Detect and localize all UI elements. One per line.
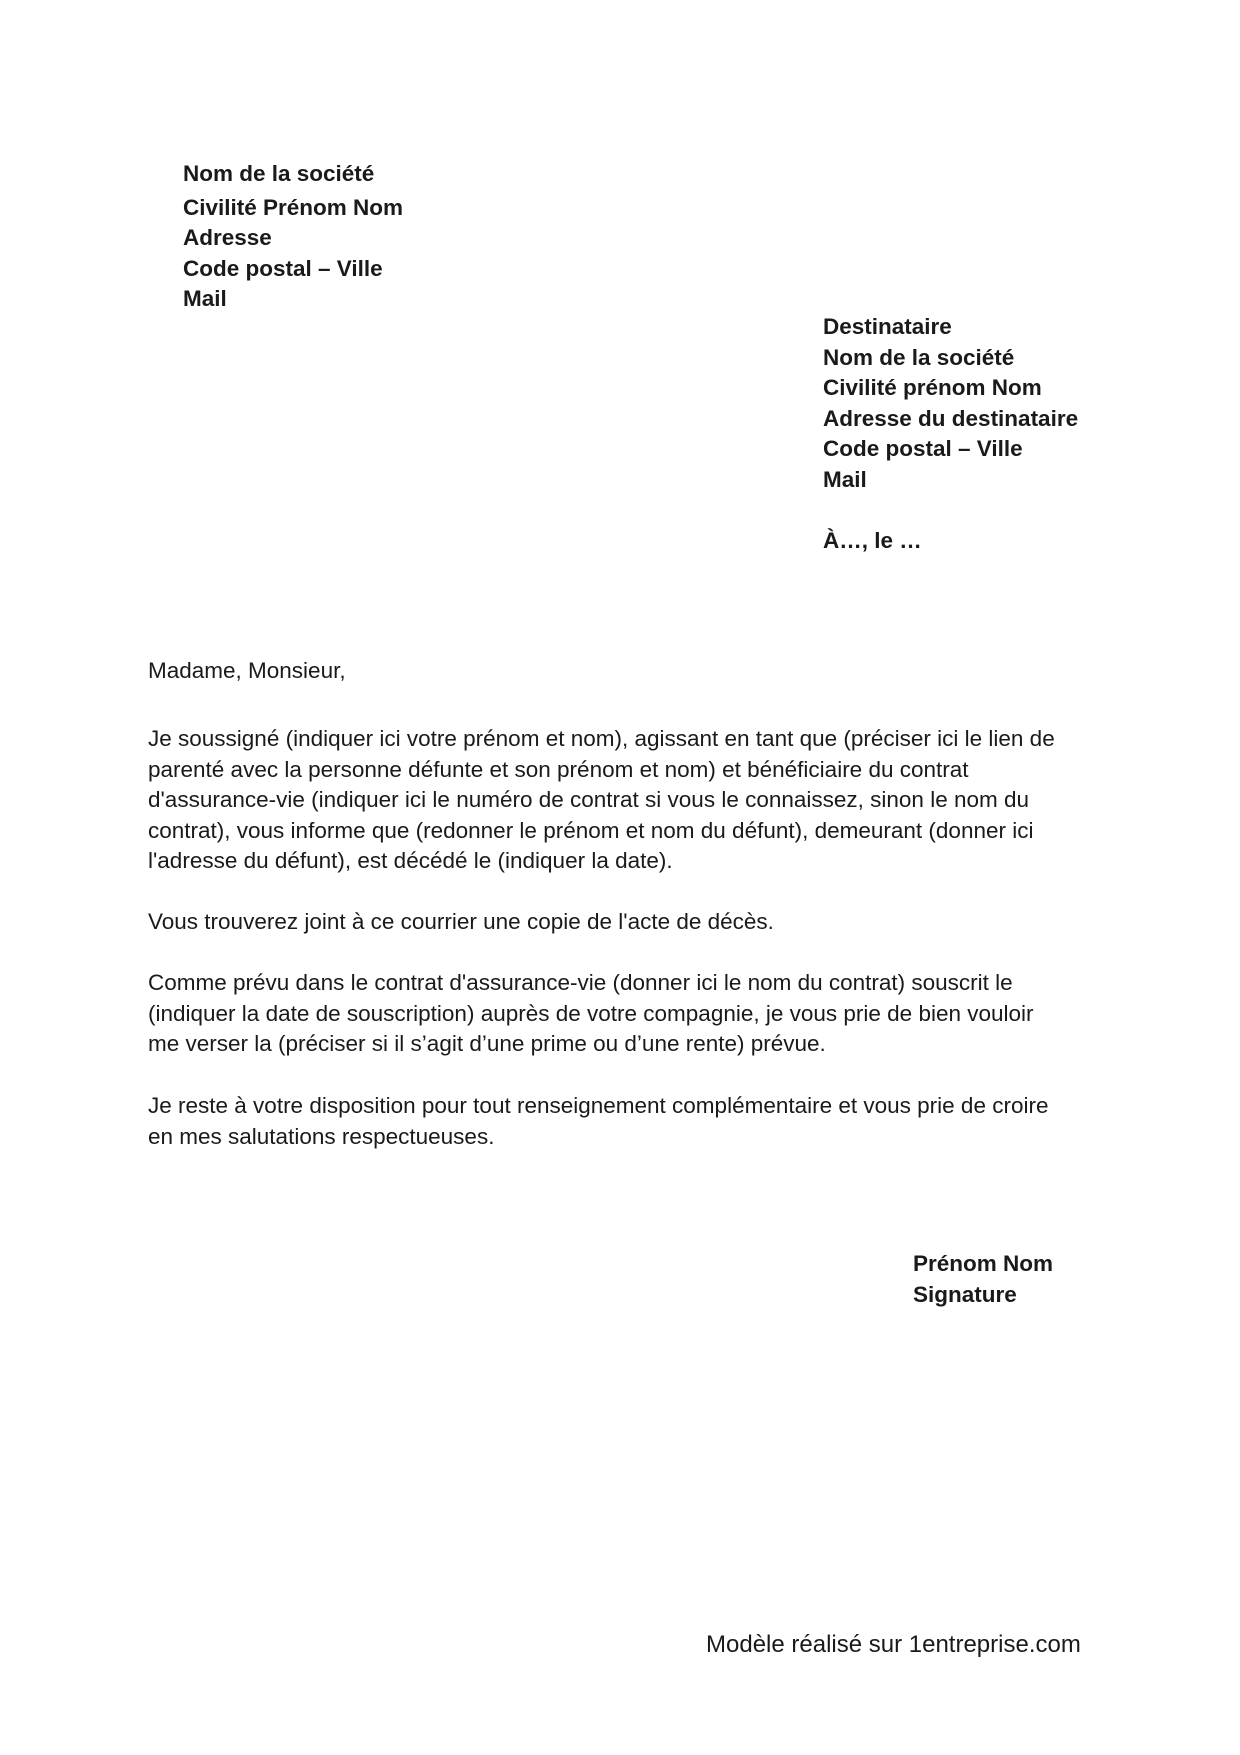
paragraph-line: contrat), vous informe que (redonner le prénom et nom du défunt), demeurant (donner ici xyxy=(148,817,1034,843)
paragraph-4 xyxy=(148,1091,1088,1152)
signature-block xyxy=(913,1249,1053,1310)
sender-mail: Mail xyxy=(183,286,227,311)
paragraph-line: (indiquer la date de souscription) auprès de votre compagnie, je vous prie de bien vouloir xyxy=(148,1000,1034,1026)
paragraph-line: d'assurance-vie (indiquer ici le numéro de contrat si vous le connaissez, sinon le nom du xyxy=(148,787,1030,812)
paragraph-line: Je reste à votre disposition pour tout renseignement complémentaire et vous prie de croire xyxy=(148,1093,1049,1118)
paragraph-line: Vous trouverez joint à ce courrier une copie de l'acte de décès. xyxy=(148,909,774,934)
recipient-name: Civilité prénom Nom xyxy=(823,375,1042,400)
sender-city: Code postal – Ville xyxy=(183,255,383,281)
recipient-label: Destinataire xyxy=(823,314,952,339)
paragraph-line: Comme prévu dans le contrat d'assurance-vie (donner ici le nom du contrat) souscrit le xyxy=(148,970,1013,995)
recipient-address: Adresse du destinataire xyxy=(823,405,1079,431)
letter-date: À…, le … xyxy=(823,528,922,553)
paragraph-line: en mes salutations respectueuses. xyxy=(148,1123,495,1149)
recipient-block xyxy=(823,312,1078,557)
paragraph-2 xyxy=(148,907,1088,938)
signature-label: Signature xyxy=(913,1281,1017,1307)
paragraph-3 xyxy=(148,968,1088,1060)
recipient-mail: Mail xyxy=(823,466,867,492)
sender-name: Civilité Prénom Nom xyxy=(183,194,404,220)
sender-company: Nom de la société xyxy=(183,161,375,186)
paragraph-1 xyxy=(148,724,1088,877)
paragraph-line: Je soussigné (indiquer ici votre prénom et nom), agissant en tant que (préciser ici le lien de xyxy=(148,726,1055,751)
footer-credit: Modèle réalisé sur 1entreprise.com xyxy=(706,1631,1081,1658)
sender-address: Adresse xyxy=(183,225,272,250)
recipient-company: Nom de la société xyxy=(823,344,1015,370)
recipient-city: Code postal – Ville xyxy=(823,436,1023,461)
signature-name: Prénom Nom xyxy=(913,1251,1054,1276)
greeting xyxy=(148,656,1088,687)
paragraph-line: me verser la (préciser si il s’agit d’une prime ou d’une rente) prévue. xyxy=(148,1031,826,1056)
paragraph-line: l'adresse du défunt), est décédé le (indiquer la date). xyxy=(148,848,673,873)
paragraph-line: parenté avec la personne défunte et son prénom et nom) et bénéficiaire du contrat xyxy=(148,756,969,782)
sender-block xyxy=(183,159,403,315)
greeting-text: Madame, Monsieur, xyxy=(148,658,346,683)
